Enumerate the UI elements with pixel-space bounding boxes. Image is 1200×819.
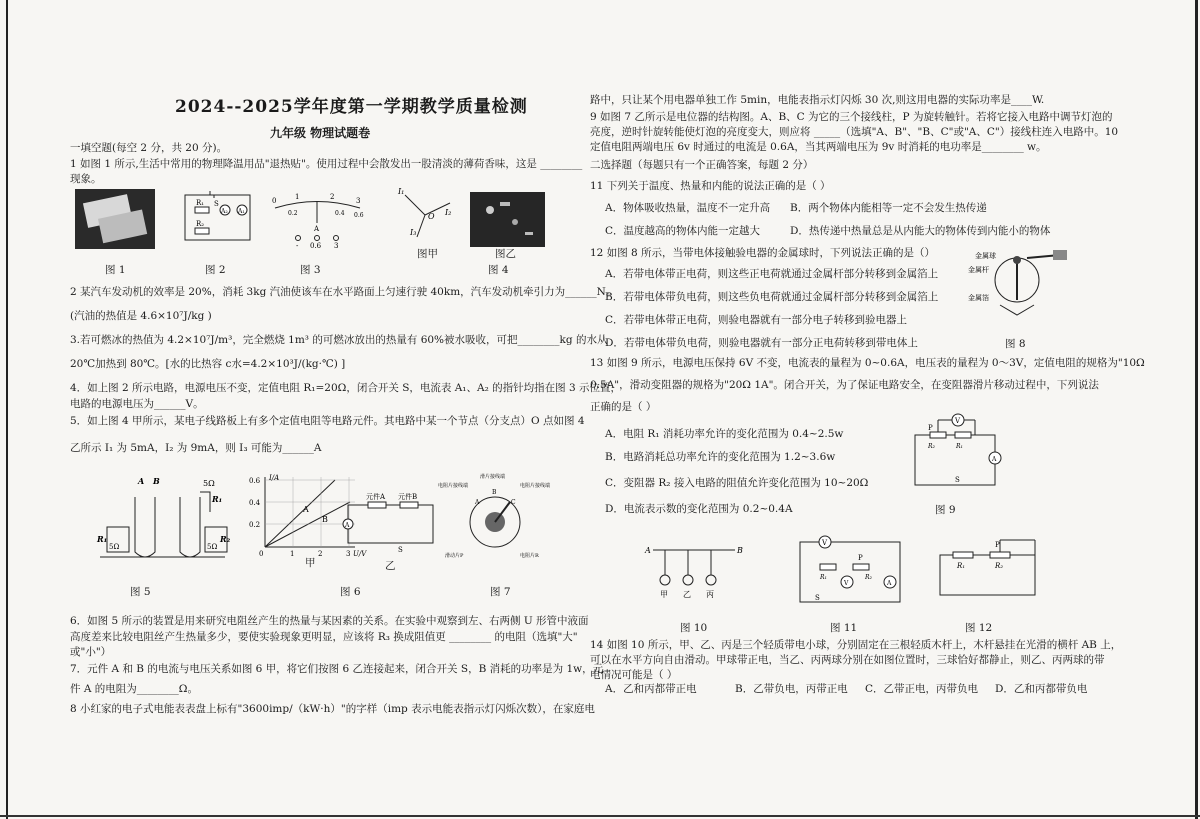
fig3-02: 0.2 <box>288 210 298 217</box>
figure-12-circuit <box>935 535 1040 600</box>
caption-fig4a: 图甲 <box>417 248 438 260</box>
scan-edge-right <box>1195 0 1198 819</box>
q3-text: 3.若可燃冰的热值为 4.2×10⁷J/m³，完全燃烧 1m³ 的可燃冰放出的热量有 60%被水吸收，可把________kg 的水从 <box>70 334 608 346</box>
fig3-term06: 0.6 <box>310 242 322 250</box>
fig7-a: A <box>475 499 480 506</box>
q11-option-c: C．温度越高的物体内能一定越大 <box>605 225 761 237</box>
fig9-s: S <box>955 476 960 484</box>
figure-7-potentiometer <box>435 472 555 562</box>
fig2-label-r2: R₂ <box>196 220 205 228</box>
figure-11-circuit <box>795 532 905 607</box>
caption-fig5: 图 5 <box>130 586 151 598</box>
page-subtitle: 九年级 物理试题卷 <box>270 126 371 140</box>
fig6-y-02: 0.2 <box>249 521 261 529</box>
fig7-c: C <box>511 499 516 506</box>
caption-fig1: 图 1 <box>105 264 126 276</box>
caption-fig9: 图 9 <box>935 504 956 516</box>
fig7-slider-p: 滑动片P <box>445 553 464 559</box>
fig10-bing: 丙 <box>706 590 714 599</box>
caption-fig11: 图 11 <box>830 622 858 634</box>
figure-10-balls <box>645 540 745 600</box>
fig12-r1: R₁ <box>957 562 966 570</box>
q12-text: 12 如图 8 所示，当带电体接触验电器的金属球时，下列说法正确的是（） <box>590 247 936 259</box>
fig11-p: P <box>858 554 863 562</box>
fig6b-switch: S <box>398 546 403 554</box>
q6-text-end: 或"小"） <box>70 646 112 658</box>
scan-edge-left <box>6 0 8 819</box>
fig5-b: B <box>153 476 160 486</box>
q5-text-cont: 乙所示 I₁ 为 5mA，I₂ 为 9mA，则 I₃ 可能为______A <box>70 442 322 454</box>
fig7-term-left: 电阻片接线端 <box>438 483 469 489</box>
fig2-label-a2: A₂ <box>221 208 228 215</box>
figure-9-circuit <box>910 410 1000 490</box>
fig11-r1: R₁ <box>820 574 827 581</box>
q11-option-a: A．物体吸收热量，温度不一定升高 <box>605 202 771 214</box>
q14-option-b: B．乙带负电，丙带正电 <box>735 683 848 695</box>
figure-6b-circuit <box>340 490 440 555</box>
q12-option-c: C．若带电体带正电荷，则验电器就有一部分电子转移到验电器上 <box>605 314 908 326</box>
section-heading-fill: 一填空题(每空 2 分，共 20 分)。 <box>70 142 228 154</box>
fig6-x-3: 3 <box>346 550 351 558</box>
q14-text-end: 电情况可能是（ ） <box>590 669 678 681</box>
fig10-a: A <box>645 546 651 555</box>
fig5-a: A <box>138 476 145 486</box>
scan-edge-bottom <box>0 815 1200 817</box>
fig6-x-1: 1 <box>290 550 295 558</box>
q11-option-b: B．两个物体内能相等一定不会发生热传递 <box>790 202 987 214</box>
fig9-a: A <box>992 456 997 463</box>
figure-1-photo <box>75 189 155 249</box>
fig4-i1: I₁ <box>398 187 405 196</box>
q10-text: 定值电阻两端电压 6v 时通过的电流是 0.6A，当其两端电压为 9v 时消耗的电功率是________ w。 <box>590 141 1047 153</box>
q12-option-a: A．若带电体带正电荷，则这些正电荷就通过金属杆部分转移到金属箔上 <box>605 268 939 280</box>
fig10-b: B <box>737 546 743 555</box>
q4-text-cont: 电路的电源电压为______V。 <box>70 398 204 410</box>
q3-text-cont: 20℃加热到 80℃。[水的比热容 c水=4.2×10³J/(kg·℃) ] <box>70 358 346 370</box>
fig5-5ohm-top: 5Ω <box>203 479 215 488</box>
q1-text-cont: 现象。 <box>70 173 102 185</box>
fig3-term3: 3 <box>334 242 339 250</box>
q6-text-cont: 高度差来比较电阻丝产生热量多少，要使实验现象更明显，应该将 R₃ 换成阻值更 ________ 的电阻（选填"大" <box>70 631 578 643</box>
fig11-v1: V <box>822 539 828 547</box>
fig3-1: 1 <box>295 193 300 201</box>
caption-fig7: 图 7 <box>490 586 511 598</box>
fig8-ball: 金属球 <box>975 252 996 260</box>
fig6-x-label: U/V <box>353 550 367 558</box>
q13-text-cont: 0.5A"，滑动变阻器的规格为"20Ω 1A"。闭合开关，为了保证电路安全，在变阻器滑片移动过程中，下列说法 <box>590 379 1099 391</box>
fig3-06: 0.6 <box>354 212 364 219</box>
fig12-p: P <box>995 541 1000 549</box>
fig11-r2: R₂ <box>865 574 872 581</box>
figure-4b-board <box>470 192 545 247</box>
fig6b-ammeter: A <box>345 522 350 529</box>
q12-option-b: B．若带电体带负电荷，则这些负电荷就通过金属杆部分转移到金属箔上 <box>605 291 939 303</box>
fig2-label-a1: A₁ <box>238 208 245 215</box>
figure-5-apparatus <box>95 472 230 567</box>
caption-fig6a: 甲 <box>305 557 316 569</box>
fig11-s: S <box>815 594 820 602</box>
fig7-resistor-r: 电阻片R <box>520 553 539 559</box>
fig6-line-a: A <box>303 505 309 514</box>
fig5-5ohm-right: 5Ω <box>207 543 218 551</box>
q8-text-end: 路中，只让某个用电器单独工作 5min，电能表指示灯闪烁 30 次,则这用电器的实际功率是____W. <box>590 94 1045 106</box>
fig7-term-right: 电阻片接线端 <box>520 483 551 489</box>
fig4-o: O <box>428 212 435 221</box>
fig12-r2: R₂ <box>995 562 1004 570</box>
q11-text: 11 下列关于温度、热量和内能的说法正确的是（ ） <box>590 180 831 192</box>
fig3-2: 2 <box>330 193 335 201</box>
fig3-minus: - <box>296 242 299 250</box>
fig5-r1: R₁ <box>97 534 108 544</box>
fig2-label-s: S <box>214 200 219 208</box>
q13-option-d: D．电流表示数的变化范围为 0.2~0.4A <box>605 503 793 515</box>
fig6-x-0: 0 <box>259 550 264 558</box>
fig10-jia: 甲 <box>660 590 668 599</box>
fig6-y-04: 0.4 <box>249 499 261 507</box>
q13-text-end: 正确的是（ ） <box>590 401 657 413</box>
fig10-yi: 乙 <box>683 590 691 599</box>
fig8-foil: 金属箔 <box>968 294 989 302</box>
fig6-y-06: 0.6 <box>249 477 261 485</box>
fig11-a: A <box>887 580 892 587</box>
caption-fig12: 图 12 <box>965 622 993 634</box>
q14-text: 14 如图 10 所示，甲、乙、丙是三个轻质带电小球，分别固定在三根轻质木杆上，木杆悬挂在光滑的横杆 AB 上， <box>590 639 1122 651</box>
q8-text: 8 小红家的电子式电能表表盘上标有"3600imp/（kW·h）"的字样（imp 表示电能表指示灯闪烁次数），在家庭电 <box>70 703 595 715</box>
figure-2-circuit <box>180 190 255 245</box>
q11-option-d: D．热传递中热量总是从内能大的物体传到内能小的物体 <box>790 225 1051 237</box>
q2-text: 2 某汽车发动机的效率是 20%，消耗 3kg 汽油使该车在水平路面上匀速行驶 40km，汽车发动机牵引力为______N。 <box>70 286 617 298</box>
fig8-rod: 金属杆 <box>968 266 989 274</box>
q13-option-b: B．电路消耗总功率允许的变化范围为 1.2~3.6w <box>605 451 836 463</box>
caption-fig4b: 图乙 <box>495 248 516 260</box>
caption-fig6b: 乙 <box>385 560 396 572</box>
caption-fig6: 图 6 <box>340 586 361 598</box>
caption-fig2: 图 2 <box>205 264 226 276</box>
fig9-v: V <box>955 417 961 425</box>
caption-fig4: 图 4 <box>488 264 509 276</box>
q9-text: 9 如图 7 乙所示是电位器的结构图。A、B、C 为它的三个接线柱，P 为旋转触针。若将它接入电路中调节灯泡的 <box>590 111 1113 123</box>
q13-option-c: C．变阻器 R₂ 接入电路的阻值允许变化范围为 10~20Ω <box>605 477 869 489</box>
q6-text: 6．如图 5 所示的装置是用来研究电阻丝产生的热量与某因素的关系。在实验中观察到左、右两侧 U 形管中液面 <box>70 615 589 627</box>
caption-fig10: 图 10 <box>680 622 708 634</box>
q14-option-c: C．乙带正电，丙带负电 <box>865 683 979 695</box>
fig3-3: 3 <box>356 197 361 205</box>
fig6-x-2: 2 <box>318 550 323 558</box>
caption-fig3: 图 3 <box>300 264 321 276</box>
fig4-i2: I₂ <box>445 208 452 217</box>
q14-option-d: D．乙和丙都带负电 <box>995 683 1088 695</box>
fig3-0: 0 <box>272 197 277 205</box>
q13-option-a: A．电阻 R₁ 消耗功率允许的变化范围为 0.4~2.5w <box>605 428 844 440</box>
fig6-y-label: I/A <box>269 474 280 482</box>
q9-text-cont: 亮度，逆时针旋转能使灯泡的亮度变大，则应将 _____（选填"A、B"、"B、C"或"A、C"）接线柱连入电路中。10 <box>590 126 1119 138</box>
q14-text-cont: 可以在水平方向自由滑动。甲球带正电，当乙、丙两球分别在如图位置时，三球恰好都静止，则乙、丙两球的带 <box>590 654 1105 666</box>
fig5-5ohm-left: 5Ω <box>109 543 120 551</box>
fig4-i3: I₃ <box>410 228 417 237</box>
figure-3-ammeter <box>270 193 365 248</box>
fig11-v2: V <box>844 580 849 587</box>
q4-text: 4．如上图 2 所示电路，电源电压不变，定值电阻 R₁=20Ω，闭合开关 S，电流表 A₁、A₂ 的指针均指在图 3 示位置， <box>70 382 621 394</box>
q5-text: 5．如上图 4 甲所示，某电子线路板上有多个定值电阻等电路元件。其电路中某一个节点（分支点）O 点如图 4 <box>70 415 585 427</box>
fig2-label-r1: R₁ <box>196 199 205 207</box>
caption-fig8: 图 8 <box>1005 338 1026 350</box>
fig5-r2: R₂ <box>220 534 231 544</box>
page-title: 2024--2025学年度第一学期教学质量检测 <box>175 97 528 117</box>
figure-4a-node <box>395 185 455 245</box>
q1-text: 1 如图 1 所示,生活中常用的物理降温用品"退热贴"。使用过程中会散发出一股清淡的薄荷香味，这是 ________ <box>70 158 583 170</box>
fig9-r2: R₂ <box>928 443 935 450</box>
fig7-b: B <box>492 489 497 496</box>
fig6b-elem-b: 元件B <box>398 493 418 501</box>
fig6b-elem-a: 元件A <box>366 493 386 501</box>
fig5-r1-top: R₁ <box>212 494 223 504</box>
fig7-term-slider: 滑片接线端 <box>480 474 506 480</box>
q13-text: 13 如图 9 所示，电源电压保持 6V 不变，电流表的量程为 0~0.6A，电压表的量程为 0～3V，定值电阻的规格为"10Ω <box>590 357 1145 369</box>
q12-option-d: D．若带电体带负电荷，则验电器就有一部分正电荷转移到带电体上 <box>605 337 918 349</box>
q7-text: 7．元件 A 和 B 的电流与电压关系如图 6 甲，将它们按图 6 乙连接起来，闭合开关 S，B 消耗的功率是为 1w，元 <box>70 663 604 675</box>
figure-8-electroscope <box>965 250 1075 330</box>
fig6-line-b: B <box>322 515 328 524</box>
q2-note: (汽油的热值是 4.6×10⁷J/kg ) <box>70 310 212 322</box>
fig3-04: 0.4 <box>335 210 345 217</box>
fig9-p: P <box>928 424 933 432</box>
section-heading-choice: 二选择题（每题只有一个正确答案，每题 2 分） <box>590 159 814 171</box>
q14-option-a: A．乙和丙都带正电 <box>605 683 697 695</box>
q7-text-cont: 件 A 的电阻为________Ω。 <box>70 683 198 695</box>
fig3-unit: A <box>314 225 320 233</box>
fig9-r1: R₁ <box>956 443 963 450</box>
